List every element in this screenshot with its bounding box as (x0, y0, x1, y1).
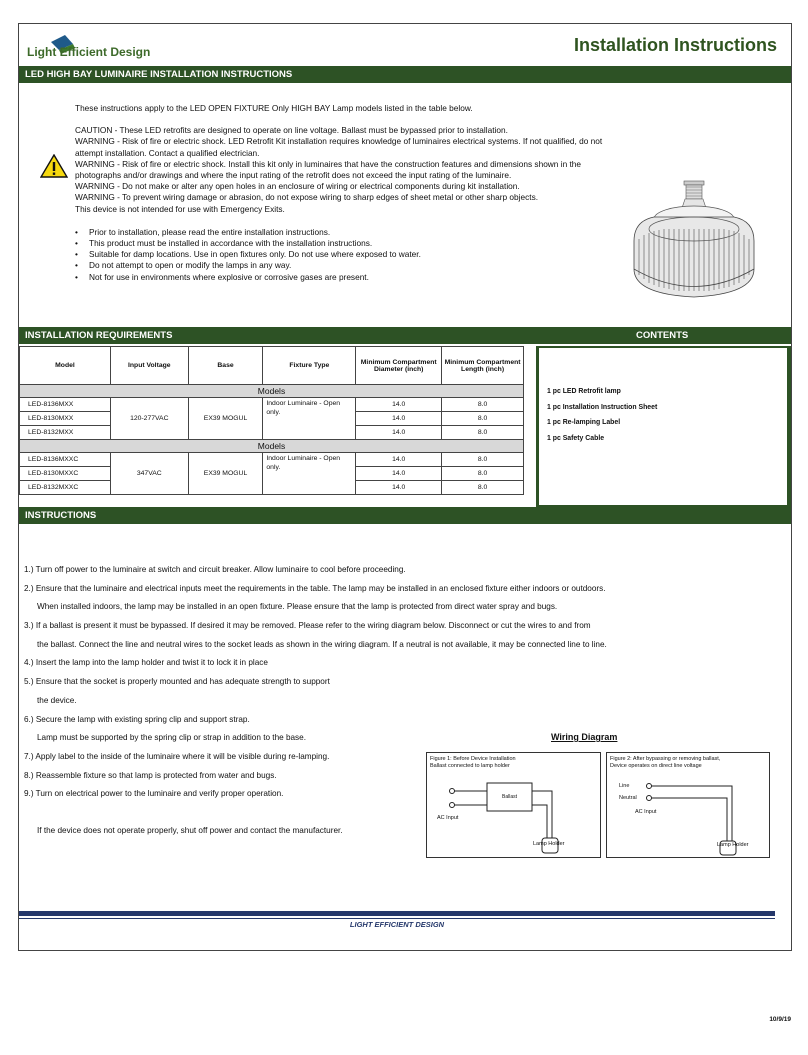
step-line: 1.) Turn off power to the luminaire at switch and circuit breaker. Allow luminaire to cool before proceeding. (24, 565, 406, 574)
led-lamp-image (629, 179, 759, 309)
step-line: When installed indoors, the lamp may be installed in an open fixture. Please ensure that the lamp is protected from direct water spray and bugs. (37, 602, 558, 612)
section-bar-luminaire: LED HIGH BAY LUMINAIRE INSTALLATION INSTRUCTIONS (19, 66, 791, 83)
step-line: 5.) Ensure that the socket is properly mounted and has adequate strength to support (24, 677, 330, 687)
column-header: Minimum Compartment Length (inch) (442, 347, 524, 385)
warning-line: WARNING - To prevent wiring damage or abrasion, do not expose wiring to sharp edges of sheet metal or other sharp objects. (75, 192, 539, 203)
step-line: 9.) Turn on electrical power to the luminaire and verify proper operation. (24, 789, 284, 799)
list-item: 1 pc Re-lamping Label (547, 419, 621, 426)
table-row (20, 398, 524, 412)
requirements-title: INSTALLATION REQUIREMENTS (25, 330, 173, 341)
diameter-cell: 14.0 (356, 398, 442, 412)
column-header: Input Voltage (110, 347, 188, 385)
step-line: 3.) If a ballast is present it must be bypassed. If desired it may be removed. Please refer to the wiring diagram below. Disconnect or cut the wires to and from (24, 621, 591, 631)
lamp-holder-label: Lamp Holder (533, 841, 565, 847)
list-item: 1 pc LED Retrofit lamp (547, 388, 621, 395)
step-line: Lamp must be supported by the spring clip or strap in addition to the base. (37, 733, 306, 743)
fixture-cell: Indoor Luminaire - Open only. (263, 398, 356, 440)
footer-company: LIGHT EFFICIENT DESIGN (349, 920, 445, 929)
voltage-cell: 120-277VAC (110, 398, 188, 440)
length-cell: 8.0 (442, 467, 524, 481)
wiring-schematic-1 (427, 753, 602, 859)
step-line: 6.) Secure the lamp with existing spring clip and support strap. (24, 714, 250, 724)
model-cell: LED-8136MXXC (20, 453, 111, 467)
list-item: • This product must be installed in accordance with the installation instructions. (75, 238, 615, 249)
model-cell: LED-8136MXX (20, 398, 111, 412)
ballast-label: Ballast (502, 794, 518, 800)
base-cell: EX39 MOGUL (188, 398, 263, 440)
diameter-cell: 14.0 (356, 481, 442, 495)
length-cell: 8.0 (442, 426, 524, 440)
section-bar-instructions: INSTRUCTIONS (19, 507, 791, 524)
warning-icon (40, 154, 68, 178)
list-item: 1 pc Safety Cable (547, 434, 605, 442)
list-item: • Suitable for damp locations. Use in open fixtures only. Do not use where exposed to water. (75, 249, 615, 260)
column-header: Base (188, 347, 263, 385)
figure-subcaption: Ballast connected to lamp holder (430, 763, 510, 769)
diameter-cell: 14.0 (356, 426, 442, 440)
step-line: 7.) Apply label to the inside of the luminaire where it will be visible during re-lamping. (24, 751, 330, 761)
group-row (20, 440, 524, 453)
requirements-table (19, 346, 524, 495)
diameter-cell: 14.0 (356, 467, 442, 481)
model-cell: LED-8130MXX (20, 412, 111, 426)
line-label: Line (619, 783, 630, 789)
diameter-cell: 14.0 (356, 412, 442, 426)
step-line: 2.) Ensure that the luminaire and electrical inputs meet the requirements in the table. The lamp may be installed in an enclosed fixture either indoors or outdoors. (24, 583, 606, 593)
length-cell: 8.0 (442, 481, 524, 495)
page-title: Installation Instructions (573, 35, 777, 55)
contents-title: CONTENTS (636, 330, 689, 341)
table-row (20, 453, 524, 467)
length-cell: 8.0 (442, 412, 524, 426)
length-cell: 8.0 (442, 453, 524, 467)
intro-text (75, 103, 615, 283)
step-line: If the device does not operate properly, shut off power and contact the manufacturer. (37, 825, 343, 835)
document-frame (18, 23, 792, 951)
document-date: 10/9/19 (769, 1016, 791, 1023)
emergency-note: This device is not intended for use with Emergency Exits. (75, 203, 285, 214)
intro-paragraph: These instructions apply to the LED OPEN FIXTURE Only HIGH BAY Lamp models listed in the table below. (75, 103, 473, 113)
contents-list (547, 384, 657, 446)
header (19, 24, 791, 66)
step-line: the device. (37, 695, 77, 705)
wiring-figure-1 (426, 752, 601, 858)
voltage-cell: 347VAC (110, 453, 188, 495)
group-label: Models (20, 385, 524, 398)
neutral-label: Neutral (619, 795, 637, 801)
footer-rule-thin (19, 918, 775, 919)
model-cell: LED-8132MXX (20, 426, 111, 440)
list-item: 1 pc Installation Instruction Sheet (547, 403, 658, 411)
warning-line: WARNING - Risk of fire or electric shock. LED Retrofit Kit installation requires knowledge of luminaires electrical systems. If not qualified, do not attempt installation. Contact a qualified electrician. (75, 136, 603, 158)
wiring-diagram-title: Wiring Diagram (551, 732, 618, 742)
group-row (20, 385, 524, 398)
wiring-figure-2 (606, 752, 770, 858)
length-cell: 8.0 (442, 398, 524, 412)
step-line: 4.) Insert the lamp into the lamp holder and twist it to lock it in place (24, 658, 268, 668)
ac-input-label: AC Input (635, 809, 657, 815)
footer-rule (19, 911, 775, 916)
figure-subcaption: Device operates on direct line voltage (610, 763, 702, 769)
table-header-row (20, 347, 524, 385)
warning-line: WARNING - Do not make or alter any open holes in an enclosure of wiring or electrical components during kit installation. (75, 181, 520, 192)
section-bar-requirements (19, 327, 791, 344)
column-header: Fixture Type (263, 347, 356, 385)
step-line: 8.) Reassemble fixture so that lamp is protected from water and bugs. (24, 770, 277, 780)
precaution-list (75, 227, 615, 283)
list-item: • Do not attempt to open or modify the lamps in any way. (75, 260, 615, 271)
figure-caption: Figure 1: Before Device Installation (430, 756, 516, 762)
model-cell: LED-8132MXXC (20, 481, 111, 495)
list-item: • Prior to installation, please read the entire installation instructions. (75, 227, 615, 238)
ac-input-label: AC Input (437, 815, 459, 821)
fixture-cell: Indoor Luminaire - Open only. (263, 453, 356, 495)
caution-line: CAUTION - These LED retrofits are designed to operate on line voltage. Ballast must be bypassed prior to installation. (75, 125, 508, 136)
logo-text: Light Efficient Design (27, 45, 151, 59)
warning-line: WARNING - Risk of fire or electric shock. Install this kit only in luminaires that have the construction features and dimensions shown in the photographs and/or drawings and where the input rating of the retrofit does not exceed the input rating of the luminaire. (75, 158, 582, 181)
base-cell: EX39 MOGUL (188, 453, 263, 495)
figure-caption: Figure 2: After bypassing or removing ballast, (610, 756, 721, 762)
group-label: Models (20, 440, 524, 453)
step-line: the ballast. Connect the line and neutral wires to the socket leads as shown in the wiring diagram. If a neutral is not available, it may be connected line to line. (37, 639, 607, 649)
lamp-holder-label: Lamp Holder (717, 842, 749, 848)
model-cell: LED-8130MXXC (20, 467, 111, 481)
list-item: • Not for use in environments where explosive or corrosive gases are present. (75, 272, 615, 283)
diameter-cell: 14.0 (356, 453, 442, 467)
column-header: Minimum Compartment Diameter (inch) (356, 347, 442, 385)
column-header: Model (20, 347, 111, 385)
